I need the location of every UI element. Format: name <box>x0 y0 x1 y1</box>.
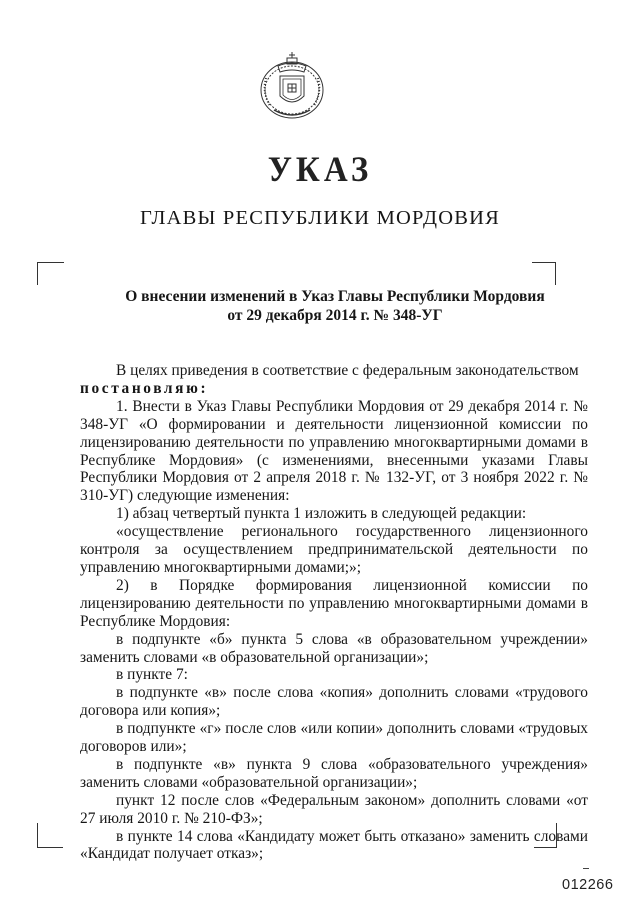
document-heading <box>70 287 600 325</box>
document-title: УКАЗ <box>267 150 373 190</box>
page-number: 012266 <box>562 877 614 893</box>
decree-word: постановляю: <box>80 379 209 397</box>
paragraph: 1) абзац четвертый пункта 1 изложить в следующей редакции: <box>116 505 527 523</box>
paragraph: в пункте 14 слова «Кандидату может быть отказано» заменить словами «Кандидат получает отказ»; <box>80 827 588 863</box>
paragraph: в подпункте «в» пункта 9 слова «образовательного учреждения» заменить словами «образовательной организации»; <box>80 755 588 791</box>
heading-line-1: О внесении изменений в Указ Главы Республики Мордовия <box>125 288 545 305</box>
paragraph: 2) в Порядке формирования лицензионной комиссии по лицензированию деятельности по управлению многоквартирными домами в Республике Мордовия: <box>80 576 588 630</box>
print-mark <box>583 868 589 872</box>
corner-mark-top-left <box>37 262 64 285</box>
paragraph: в пункте 7: <box>116 666 188 684</box>
paragraph: в подпункте «б» пункта 5 слова «в образовательном учреждении» заменить словами «в образовательной организации»; <box>80 630 588 666</box>
heading-line-2: от 29 декабря 2014 г. № 348-УГ <box>227 307 443 324</box>
paragraph: пункт 12 после слов «Федеральным законом» дополнить словами «от 27 июля 2010 г. № 210-ФЗ»; <box>80 791 588 827</box>
paragraph: В целях приведения в соответствие с федеральным законодательством <box>116 362 579 379</box>
paragraph: в подпункте «в» после слова «копия» дополнить словами «трудового договора или копия»; <box>80 684 588 720</box>
corner-mark-bottom-right <box>534 823 557 848</box>
document-body <box>80 362 588 863</box>
document-subtitle: ГЛАВЫ РЕСПУБЛИКИ МОРДОВИЯ <box>139 207 500 229</box>
corner-mark-top-right <box>532 262 556 285</box>
corner-mark-bottom-left <box>37 823 63 848</box>
coat-of-arms-emblem <box>258 48 326 120</box>
paragraph: в подпункте «г» после слов «или копии» дополнить словами «трудовых договоров или»; <box>80 720 588 756</box>
paragraph: «осуществление регионального государственного лицензионного контроля за осуществлением предпринимательской деятельности по управлению многоквартирными домами;»; <box>80 523 588 576</box>
paragraph: 1. Внести в Указ Главы Республики Мордовия от 29 декабря 2014 г. № 348-УГ «О формировании и деятельности лицензионной комиссии по лицензированию деятельности по управлению многоквартирными домами в Республике Мордовия» (с изменениями, внесенными указами Главы Республики Мордовия от 2 апреля 2018 г. № 132-УГ, от 3 ноября 2022 г. № 310-УГ) следующие изменения: <box>80 397 588 505</box>
